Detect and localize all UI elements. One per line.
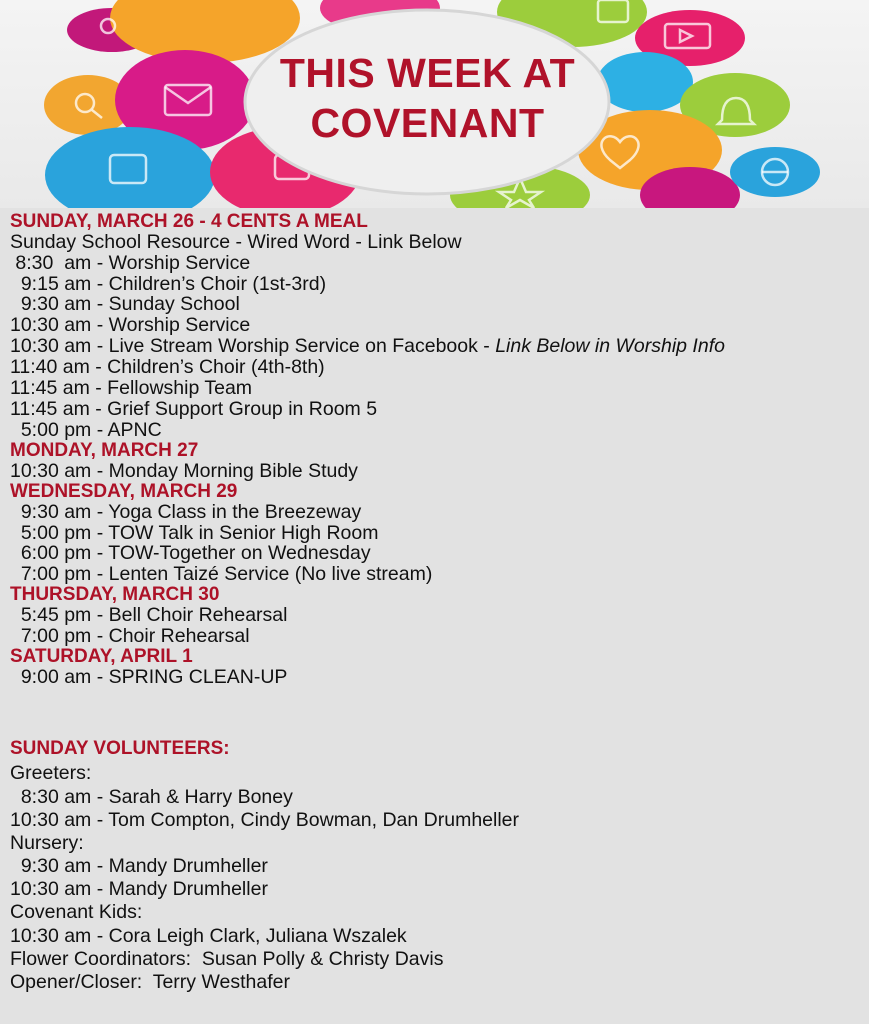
schedule-item: 6:00 pm - TOW-Together on Wednesday	[10, 542, 371, 565]
schedule-item: 11:40 am - Children’s Choir (4th-8th)	[10, 355, 325, 378]
pin-bubble	[597, 52, 693, 112]
schedule-item: 7:00 pm - Lenten Taizé Service (No live stream)	[10, 563, 433, 586]
worship-info-link-note: Link Below in Worship Info	[495, 334, 725, 357]
banner-title	[250, 48, 605, 148]
day-heading: WEDNESDAY, MARCH 29	[10, 480, 238, 502]
schedule-item: 7:00 pm - Choir Rehearsal	[10, 624, 250, 647]
volunteer-line: 10:30 am - Mandy Drumheller	[10, 878, 268, 901]
day-monday	[10, 441, 860, 482]
sunday-volunteers	[10, 738, 860, 994]
banner-title-line1: THIS WEEK AT	[279, 50, 576, 96]
schedule-item: 5:00 pm - APNC	[10, 418, 162, 441]
schedule-item: 5:45 pm - Bell Choir Rehearsal	[10, 603, 288, 626]
volunteer-line: 10:30 am - Cora Leigh Clark, Juliana Wszalek	[10, 924, 407, 947]
volunteer-line: Covenant Kids:	[10, 901, 143, 924]
volunteer-line: 10:30 am - Tom Compton, Cindy Bowman, Dan Drumheller	[10, 808, 520, 831]
day-heading: MONDAY, MARCH 27	[10, 439, 199, 461]
schedule-item: 9:30 am - Sunday School	[10, 293, 240, 316]
volunteers-heading: SUNDAY VOLUNTEERS:	[10, 738, 230, 760]
schedule-item: 11:45 am - Fellowship Team	[10, 376, 253, 399]
schedule-item: 10:30 am - Worship Service	[10, 314, 251, 337]
schedule-item: 5:00 pm - TOW Talk in Senior High Room	[10, 521, 379, 544]
volunteer-line: 8:30 am - Sarah & Harry Boney	[10, 785, 293, 808]
day-heading: SATURDAY, APRIL 1	[10, 645, 193, 667]
schedule-item: 9:30 am - Yoga Class in the Breezeway	[10, 500, 362, 523]
day-heading: THURSDAY, MARCH 30	[10, 583, 220, 605]
schedule-item: 11:45 am - Grief Support Group in Room 5	[10, 397, 378, 420]
day-thursday	[10, 585, 860, 647]
volunteer-line: 9:30 am - Mandy Drumheller	[10, 855, 268, 878]
schedule-item-text: 10:30 am - Live Stream Worship Service on Facebook -	[10, 334, 496, 357]
volunteer-line: Nursery:	[10, 831, 84, 854]
schedule-item: Sunday School Resource - Wired Word - Link Below	[10, 231, 462, 253]
banner-title-line2: COVENANT	[310, 100, 545, 146]
volunteer-line: Flower Coordinators: Susan Polly & Christy Davis	[10, 947, 444, 970]
volunteer-line: Greeters:	[10, 762, 92, 785]
schedule-item: 10:30 am - Monday Morning Bible Study	[10, 459, 358, 482]
day-sunday	[10, 212, 860, 441]
schedule-item: 8:30 am - Worship Service	[10, 251, 251, 274]
schedule-item: 9:15 am - Children’s Choir (1st-3rd)	[10, 272, 327, 295]
section-spacer	[10, 687, 860, 738]
weekly-schedule	[10, 212, 860, 994]
schedule-item	[10, 336, 860, 357]
header-banner	[0, 0, 869, 208]
schedule-item: 9:00 am - SPRING CLEAN-UP	[10, 665, 288, 688]
day-wednesday	[10, 482, 860, 585]
volunteer-line: Opener/Closer: Terry Westhafer	[10, 971, 290, 994]
day-saturday	[10, 647, 860, 688]
day-heading: SUNDAY, MARCH 26 - 4 CENTS A MEAL	[10, 211, 368, 232]
